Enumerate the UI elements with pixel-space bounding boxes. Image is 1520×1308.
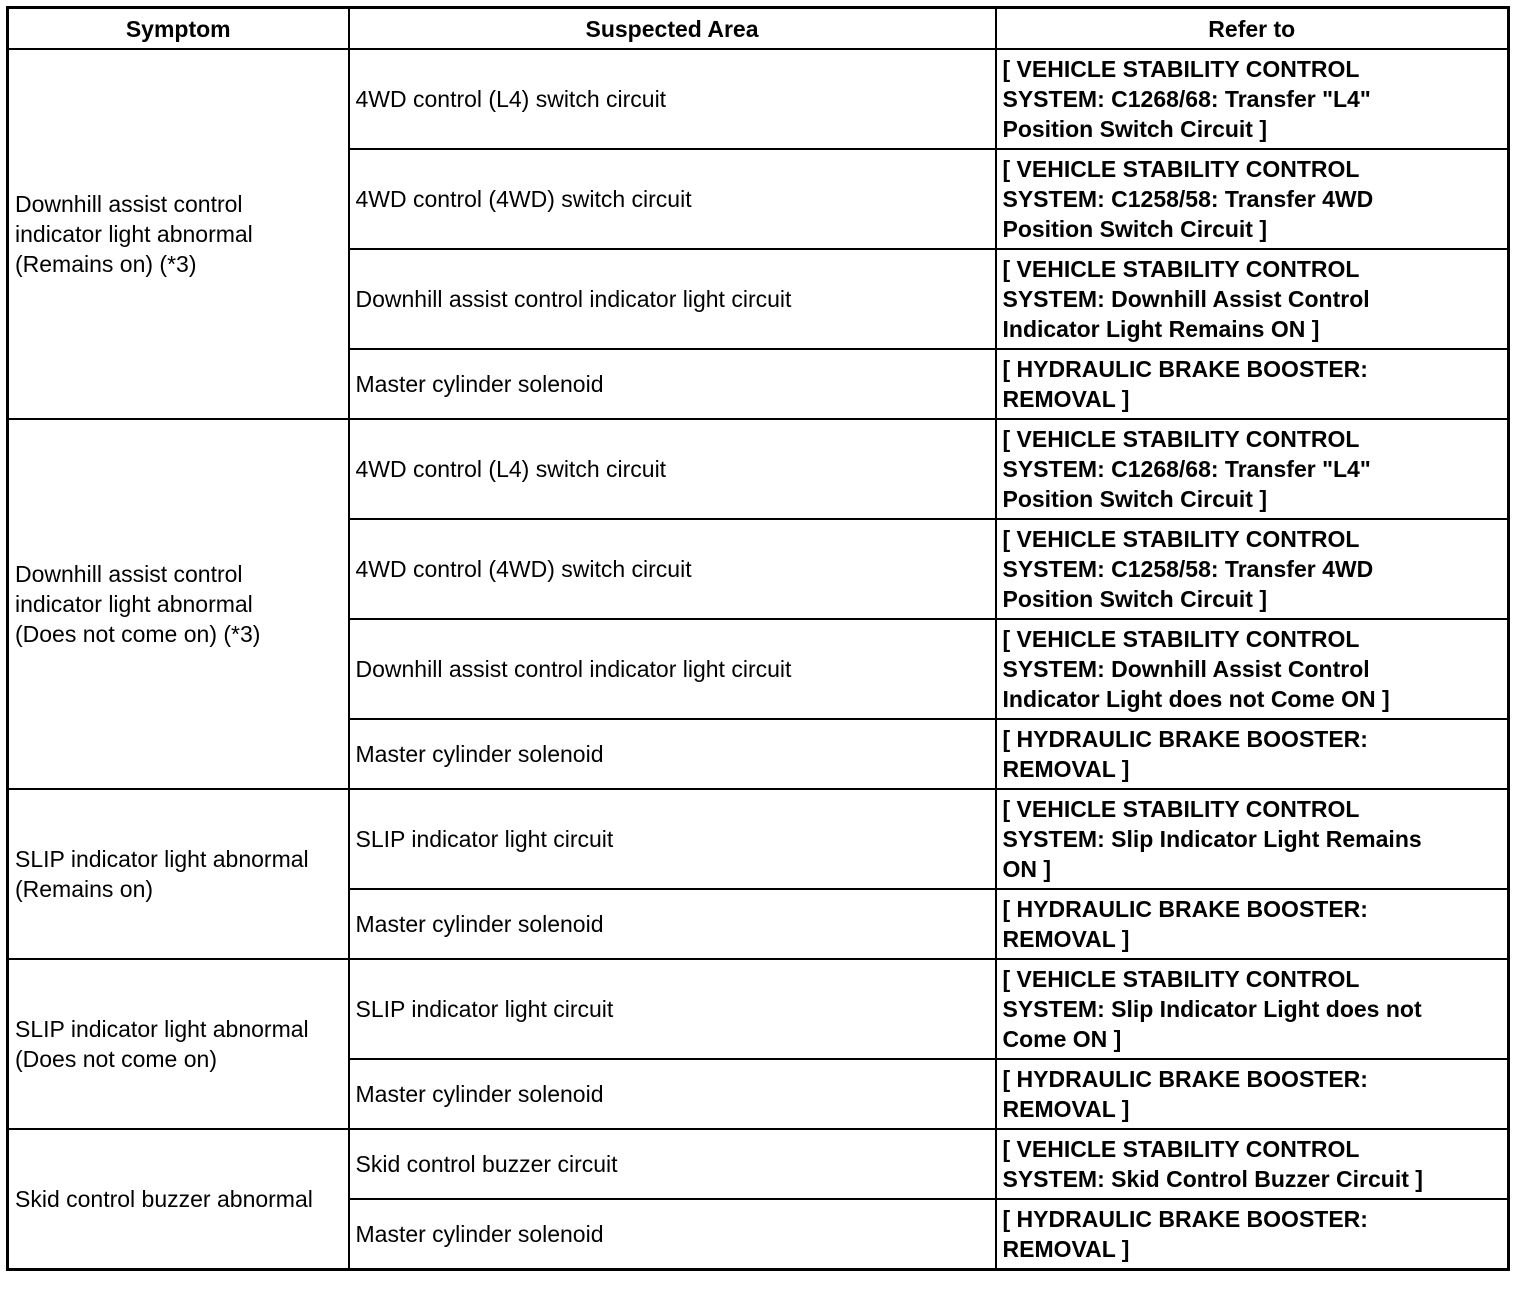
header-refer-to: Refer to bbox=[996, 8, 1509, 50]
refer-to-line: SYSTEM: Downhill Assist Control bbox=[1002, 286, 1370, 312]
table-row bbox=[8, 49, 1509, 149]
refer-to-line: [ VEHICLE STABILITY CONTROL bbox=[1002, 796, 1360, 822]
symptom-line: (Does not come on) bbox=[15, 1046, 217, 1072]
suspected-area-cell: Downhill assist control indicator light circuit bbox=[349, 619, 996, 719]
refer-to-line: [ VEHICLE STABILITY CONTROL bbox=[1002, 156, 1360, 182]
suspected-area-cell: 4WD control (L4) switch circuit bbox=[349, 419, 996, 519]
refer-to-line: SYSTEM: C1258/58: Transfer 4WD bbox=[1002, 556, 1374, 582]
symptom-cell bbox=[8, 49, 349, 419]
refer-to-line: SYSTEM: Downhill Assist Control bbox=[1002, 656, 1370, 682]
refer-to-line: [ VEHICLE STABILITY CONTROL bbox=[1002, 526, 1360, 552]
refer-to-cell bbox=[996, 1199, 1509, 1270]
header-suspected-area: Suspected Area bbox=[349, 8, 996, 50]
suspected-area-cell: Downhill assist control indicator light circuit bbox=[349, 249, 996, 349]
header-row bbox=[8, 8, 1509, 50]
refer-to-line: [ VEHICLE STABILITY CONTROL bbox=[1002, 426, 1360, 452]
refer-to-cell bbox=[996, 349, 1509, 419]
refer-to-cell bbox=[996, 789, 1509, 889]
refer-to-line: SYSTEM: Skid Control Buzzer Circuit ] bbox=[1002, 1166, 1423, 1192]
table-row bbox=[8, 419, 1509, 519]
refer-to-line: [ VEHICLE STABILITY CONTROL bbox=[1002, 256, 1360, 282]
symptom-cell bbox=[8, 419, 349, 789]
symptom-table bbox=[6, 6, 1510, 1271]
refer-to-line: [ HYDRAULIC BRAKE BOOSTER: bbox=[1002, 726, 1368, 752]
refer-to-line: Position Switch Circuit ] bbox=[1002, 586, 1268, 612]
refer-to-line: [ VEHICLE STABILITY CONTROL bbox=[1002, 1136, 1360, 1162]
refer-to-cell bbox=[996, 719, 1509, 789]
suspected-area-cell: 4WD control (4WD) switch circuit bbox=[349, 149, 996, 249]
table-row bbox=[8, 959, 1509, 1059]
suspected-area-cell: SLIP indicator light circuit bbox=[349, 959, 996, 1059]
refer-to-line: SYSTEM: Slip Indicator Light Remains bbox=[1002, 826, 1422, 852]
refer-to-line: SYSTEM: C1268/68: Transfer "L4" bbox=[1002, 456, 1371, 482]
refer-to-cell bbox=[996, 959, 1509, 1059]
suspected-area-cell: 4WD control (L4) switch circuit bbox=[349, 49, 996, 149]
symptom-line: Downhill assist control bbox=[15, 191, 243, 217]
table-row bbox=[8, 789, 1509, 889]
symptom-line: (Remains on) (*3) bbox=[15, 251, 197, 277]
refer-to-cell bbox=[996, 149, 1509, 249]
symptom-line: (Does not come on) (*3) bbox=[15, 621, 261, 647]
refer-to-line: [ VEHICLE STABILITY CONTROL bbox=[1002, 56, 1360, 82]
refer-to-cell bbox=[996, 1059, 1509, 1129]
symptom-line: SLIP indicator light abnormal bbox=[15, 846, 309, 872]
refer-to-line: Position Switch Circuit ] bbox=[1002, 486, 1268, 512]
refer-to-line: [ HYDRAULIC BRAKE BOOSTER: bbox=[1002, 1066, 1368, 1092]
suspected-area-cell: Master cylinder solenoid bbox=[349, 889, 996, 959]
refer-to-cell bbox=[996, 519, 1509, 619]
refer-to-line: [ HYDRAULIC BRAKE BOOSTER: bbox=[1002, 896, 1368, 922]
table-row bbox=[8, 1129, 1509, 1199]
symptom-line: Skid control buzzer abnormal bbox=[15, 1186, 313, 1212]
refer-to-cell bbox=[996, 889, 1509, 959]
refer-to-line: REMOVAL ] bbox=[1002, 386, 1130, 412]
refer-to-line: [ HYDRAULIC BRAKE BOOSTER: bbox=[1002, 1206, 1368, 1232]
refer-to-line: REMOVAL ] bbox=[1002, 1236, 1130, 1262]
suspected-area-cell: Master cylinder solenoid bbox=[349, 719, 996, 789]
refer-to-line: SYSTEM: Slip Indicator Light does not bbox=[1002, 996, 1422, 1022]
symptom-cell bbox=[8, 1129, 349, 1270]
suspected-area-cell: 4WD control (4WD) switch circuit bbox=[349, 519, 996, 619]
refer-to-line: [ VEHICLE STABILITY CONTROL bbox=[1002, 966, 1360, 992]
refer-to-line: SYSTEM: C1268/68: Transfer "L4" bbox=[1002, 86, 1371, 112]
refer-to-cell bbox=[996, 49, 1509, 149]
refer-to-cell bbox=[996, 419, 1509, 519]
refer-to-line: Indicator Light does not Come ON ] bbox=[1002, 686, 1390, 712]
refer-to-line: Come ON ] bbox=[1002, 1026, 1122, 1052]
symptom-line: (Remains on) bbox=[15, 876, 154, 902]
refer-to-line: Position Switch Circuit ] bbox=[1002, 216, 1268, 242]
refer-to-line: Position Switch Circuit ] bbox=[1002, 116, 1268, 142]
refer-to-cell bbox=[996, 1129, 1509, 1199]
refer-to-cell bbox=[996, 249, 1509, 349]
refer-to-line: Indicator Light Remains ON ] bbox=[1002, 316, 1320, 342]
symptom-line: SLIP indicator light abnormal bbox=[15, 1016, 309, 1042]
symptom-cell bbox=[8, 959, 349, 1129]
refer-to-line: SYSTEM: C1258/58: Transfer 4WD bbox=[1002, 186, 1374, 212]
suspected-area-cell: Master cylinder solenoid bbox=[349, 1059, 996, 1129]
refer-to-line: REMOVAL ] bbox=[1002, 756, 1130, 782]
suspected-area-cell: SLIP indicator light circuit bbox=[349, 789, 996, 889]
refer-to-line: REMOVAL ] bbox=[1002, 926, 1130, 952]
refer-to-line: REMOVAL ] bbox=[1002, 1096, 1130, 1122]
symptom-line: indicator light abnormal bbox=[15, 221, 253, 247]
suspected-area-cell: Master cylinder solenoid bbox=[349, 1199, 996, 1270]
symptom-cell bbox=[8, 789, 349, 959]
refer-to-cell bbox=[996, 619, 1509, 719]
refer-to-line: [ HYDRAULIC BRAKE BOOSTER: bbox=[1002, 356, 1368, 382]
suspected-area-cell: Master cylinder solenoid bbox=[349, 349, 996, 419]
header-symptom: Symptom bbox=[8, 8, 349, 50]
symptom-line: Downhill assist control bbox=[15, 561, 243, 587]
table-body bbox=[8, 49, 1509, 1270]
refer-to-line: ON ] bbox=[1002, 856, 1052, 882]
suspected-area-cell: Skid control buzzer circuit bbox=[349, 1129, 996, 1199]
symptom-line: indicator light abnormal bbox=[15, 591, 253, 617]
refer-to-line: [ VEHICLE STABILITY CONTROL bbox=[1002, 626, 1360, 652]
